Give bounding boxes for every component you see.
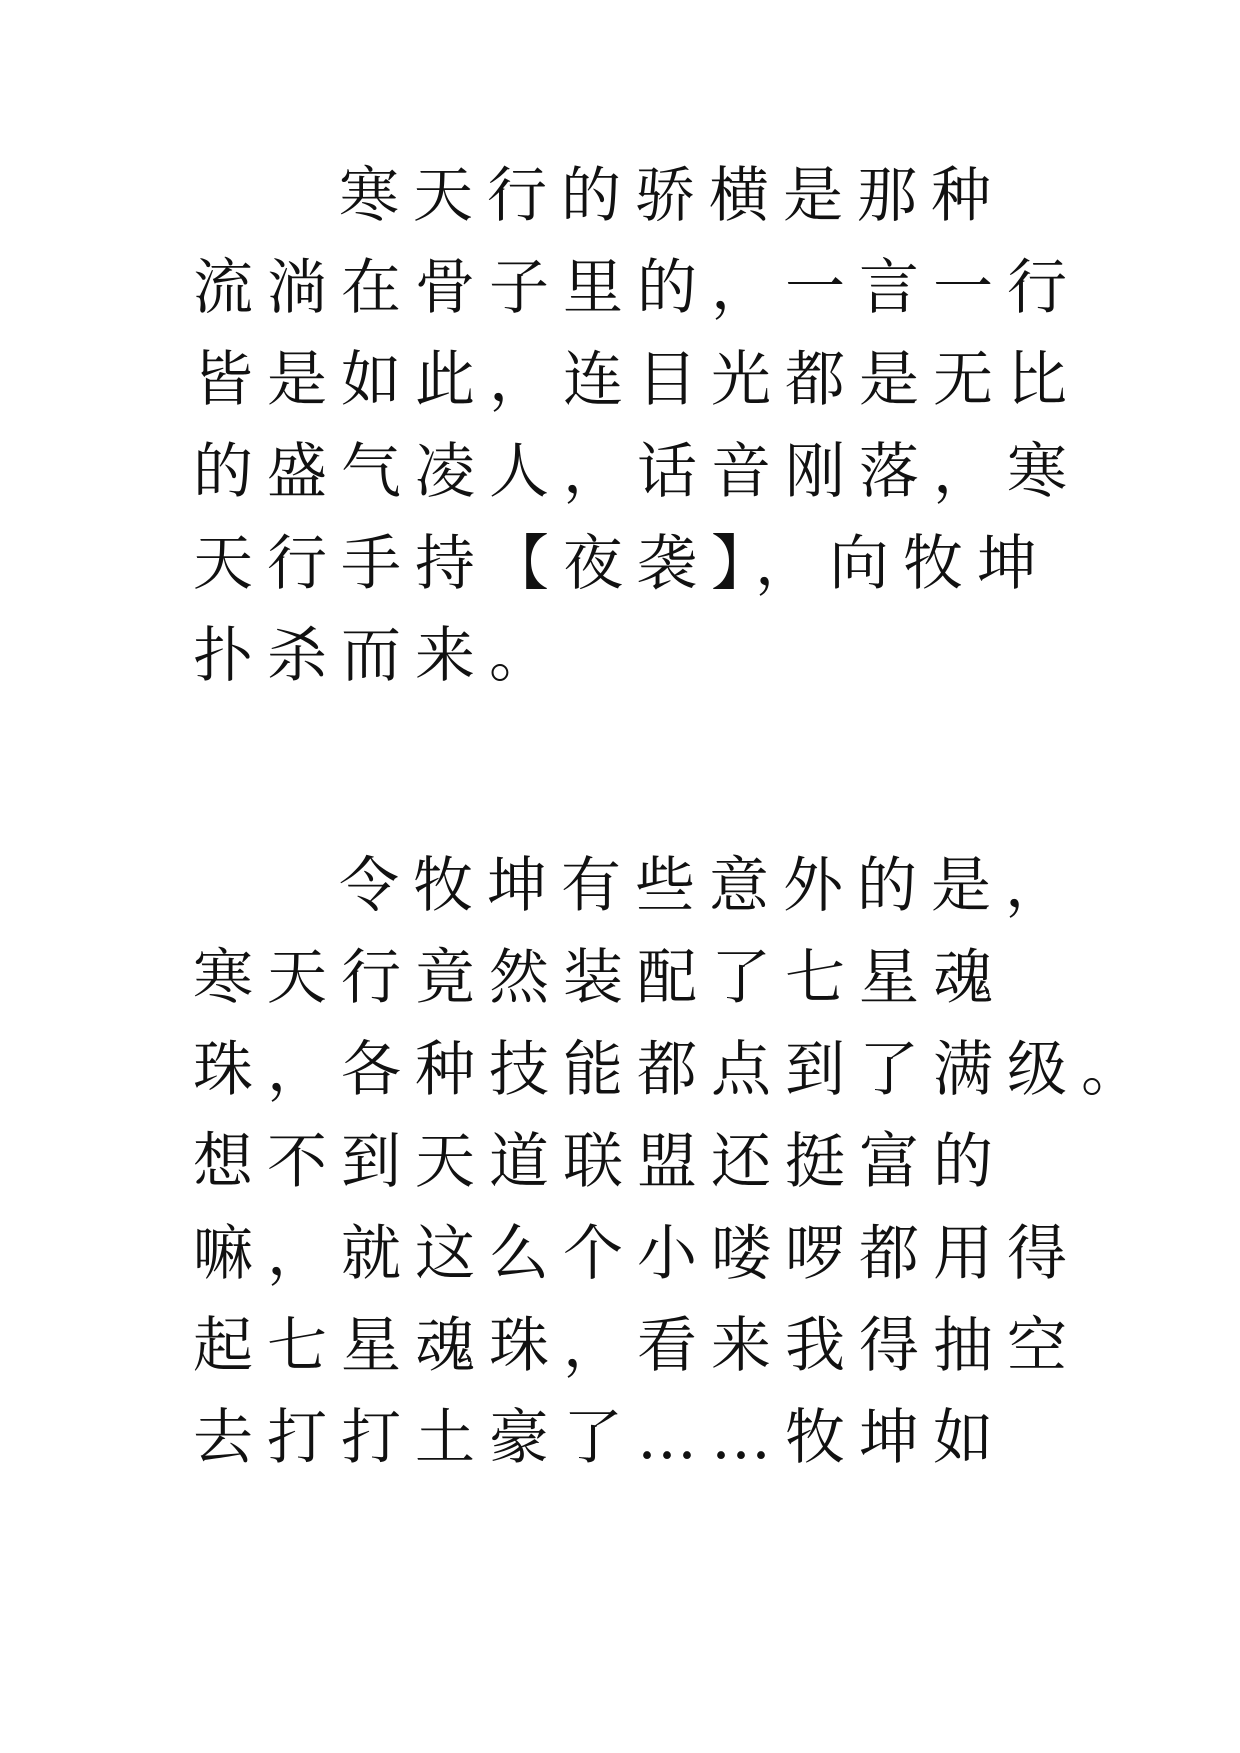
text-line: 皆是如此，连目光都是无比	[193, 345, 1081, 415]
text-line: 想不到天道联盟还挺富的	[193, 1127, 1007, 1197]
text-line: 寒天行的骄横是那种	[339, 161, 1005, 231]
paragraph-2	[193, 840, 1155, 1484]
text-line: 嘛，就这么个小喽啰都用得	[193, 1219, 1081, 1289]
text-line: 令牧坤有些意外的是，	[339, 851, 1079, 921]
text-line: 珠，各种技能都点到了满级。	[193, 1035, 1155, 1105]
text-line: 扑杀而来。	[193, 621, 563, 691]
text-line: 起七星魂珠，看来我得抽空	[193, 1311, 1081, 1381]
paragraph-1	[193, 150, 1081, 702]
text-line: 的盛气凌人，话音刚落，寒	[193, 437, 1081, 507]
text-line: 天行手持【夜袭】，向牧坤	[193, 529, 1051, 599]
text-line: 寒天行竟然装配了七星魂	[193, 943, 1007, 1013]
text-line: 流淌在骨子里的，一言一行	[193, 253, 1081, 323]
text-line: 去打打土豪了……牧坤如	[193, 1403, 1007, 1473]
